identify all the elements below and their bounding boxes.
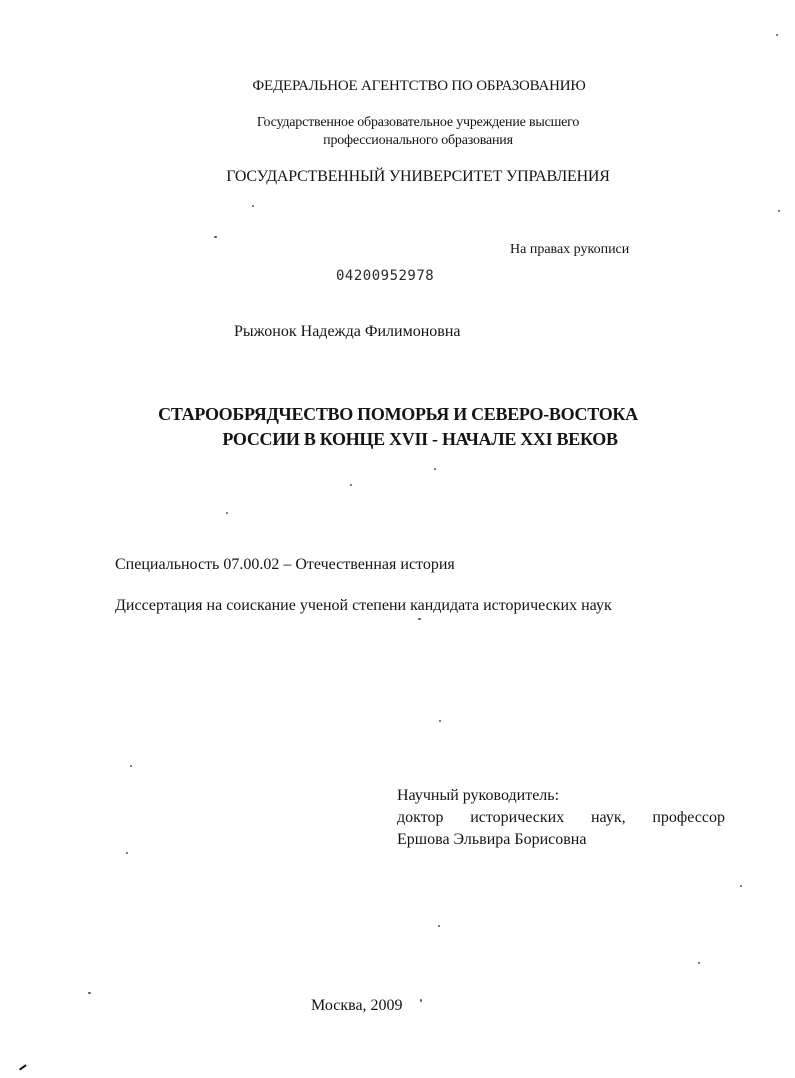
dissertation-title-line-1: СТАРООБРЯДЧЕСТВО ПОМОРЬЯ И СЕВЕРО-ВОСТОКА [158, 404, 638, 424]
scan-speck [434, 468, 436, 470]
city-year: Москва, 2009 [311, 997, 403, 1014]
scan-mark [19, 1064, 29, 1074]
agency-name: ФЕДЕРАЛЬНОЕ АГЕНТСТВО ПО ОБРАЗОВАНИЮ [252, 78, 586, 94]
scan-speck [778, 210, 780, 212]
scan-speck [350, 484, 352, 486]
catalog-code: 04200952978 [336, 268, 435, 284]
scan-speck [698, 962, 700, 964]
specialty-line: Специальность 07.00.02 – Отечественная история [115, 556, 455, 573]
scan-speck [130, 765, 132, 767]
university-name: ГОСУДАРСТВЕННЫЙ УНИВЕРСИТЕТ УПРАВЛЕНИЯ [226, 168, 610, 185]
scan-speck [126, 852, 128, 854]
supervisor-name: Ершова Эльвира Борисовна [397, 831, 587, 848]
scan-speck [420, 999, 422, 1002]
degree-statement: Диссертация на соискание ученой степени кандидата исторических наук [115, 597, 612, 614]
manuscript-note: На правах рукописи [510, 242, 630, 257]
dissertation-title-line-2: РОССИИ В КОНЦЕ XVII - НАЧАЛЕ XXI ВЕКОВ [222, 429, 618, 449]
institution-line-1: Государственное образовательное учреждение высшего [256, 115, 580, 130]
scan-speck [226, 512, 228, 514]
scan-speck [214, 236, 217, 238]
scan-speck [740, 885, 742, 887]
scan-speck [438, 925, 440, 927]
scan-speck [776, 34, 778, 36]
scan-speck [252, 205, 254, 207]
supervisor-role: Научный руководитель: [397, 787, 560, 804]
scan-speck [439, 720, 441, 722]
author-name: Рыжонок Надежда Филимоновна [234, 323, 461, 340]
supervisor-degree: доктор исторических наук, профессор [397, 809, 725, 826]
scan-speck [418, 618, 421, 620]
scan-speck [88, 992, 91, 994]
institution-line-2: профессионального образования [323, 133, 513, 148]
